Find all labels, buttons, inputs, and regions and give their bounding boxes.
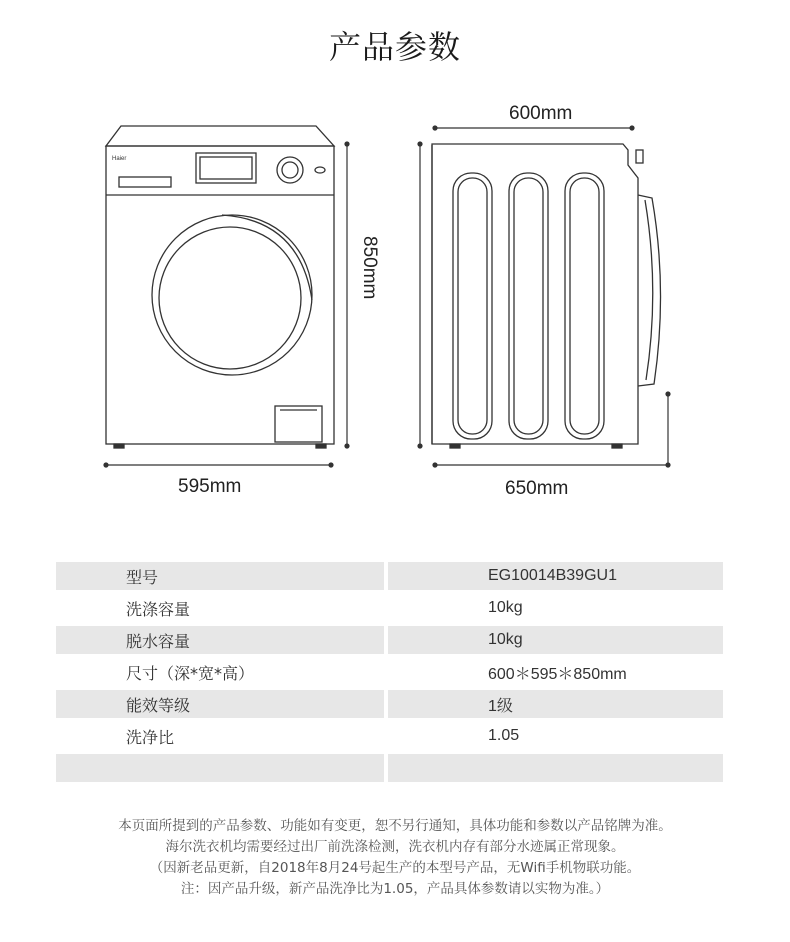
spec-table [56, 558, 723, 786]
note-line: 本页面所提到的产品参数、功能如有变更，恕不另行通知，具体功能和参数以产品铭牌为准。 [118, 818, 672, 834]
front-view [106, 126, 334, 448]
spec-value: 600＊595＊850mm [384, 658, 723, 686]
detergent-drawer [119, 177, 171, 187]
front-width-dimension-line [104, 463, 333, 467]
spec-row-wash-capacity [56, 594, 723, 622]
spec-label: 型号 [56, 562, 384, 590]
spec-label: 洗净比 [126, 727, 175, 747]
side-panel-rib-3 [565, 173, 604, 439]
door-glass [159, 227, 301, 369]
spec-label: 洗涤容量 [126, 599, 191, 619]
disclaimer-notes [0, 816, 790, 900]
note-line: （因新老品更新，自2018年8月24号起生产的本型号产品，无Wifi手机物联功能。 [149, 860, 641, 876]
brand-logo: Haier [112, 156, 127, 162]
spec-value: EG10014B39GU1 [384, 562, 723, 590]
spec-row-spin-capacity [56, 626, 723, 654]
spec-value [384, 754, 723, 782]
program-knob [277, 157, 303, 183]
front-width-label: 595mm [178, 476, 242, 497]
height-label: 850mm [359, 236, 380, 300]
spec-value: 1.05 [384, 722, 723, 750]
side-knob [636, 150, 643, 163]
spec-value: 1级 [384, 690, 723, 718]
front-foot-left [114, 444, 124, 448]
spec-value: 10kg [384, 626, 723, 654]
filter-cover [275, 406, 322, 442]
side-height-guide-line [418, 142, 422, 448]
front-foot-right [316, 444, 326, 448]
spec-row-dimensions [56, 658, 723, 686]
side-width-dimension-line [433, 126, 634, 130]
spec-row-energy-rating [56, 690, 723, 718]
side-depth-dimension-line [433, 392, 670, 467]
washer-body [106, 146, 334, 444]
spec-label: 脱水容量 [56, 626, 384, 654]
height-dimension-line [345, 142, 349, 448]
spec-row-model [56, 562, 723, 590]
spec-row-empty [56, 754, 723, 782]
side-panel-rib-1 [453, 173, 492, 439]
side-foot-left [450, 444, 460, 448]
spec-label: 尺寸（深*宽*高） [126, 663, 255, 683]
power-button [315, 167, 325, 173]
side-body [432, 144, 638, 444]
spec-label: 能效等级 [56, 690, 384, 718]
side-foot-right [612, 444, 622, 448]
spec-label [56, 754, 384, 782]
side-width-label: 600mm [509, 103, 573, 124]
side-view [432, 144, 661, 448]
spec-row-wash-ratio [56, 722, 723, 750]
spec-value: 10kg [384, 594, 723, 622]
door-outer-ring [152, 215, 312, 375]
side-panel-rib-2 [509, 173, 548, 439]
note-line: 海尔洗衣机均需要经过出厂前洗涤检测，洗衣机内存有部分水迹属正常现象。 [165, 839, 625, 855]
side-depth-label: 650mm [505, 478, 569, 499]
page-title: 产品参数 [328, 28, 461, 66]
washer-top-panel [106, 126, 334, 146]
note-line: 注：因产品升级，新产品洗净比为1.05，产品具体参数请以实物为准。） [180, 881, 610, 897]
